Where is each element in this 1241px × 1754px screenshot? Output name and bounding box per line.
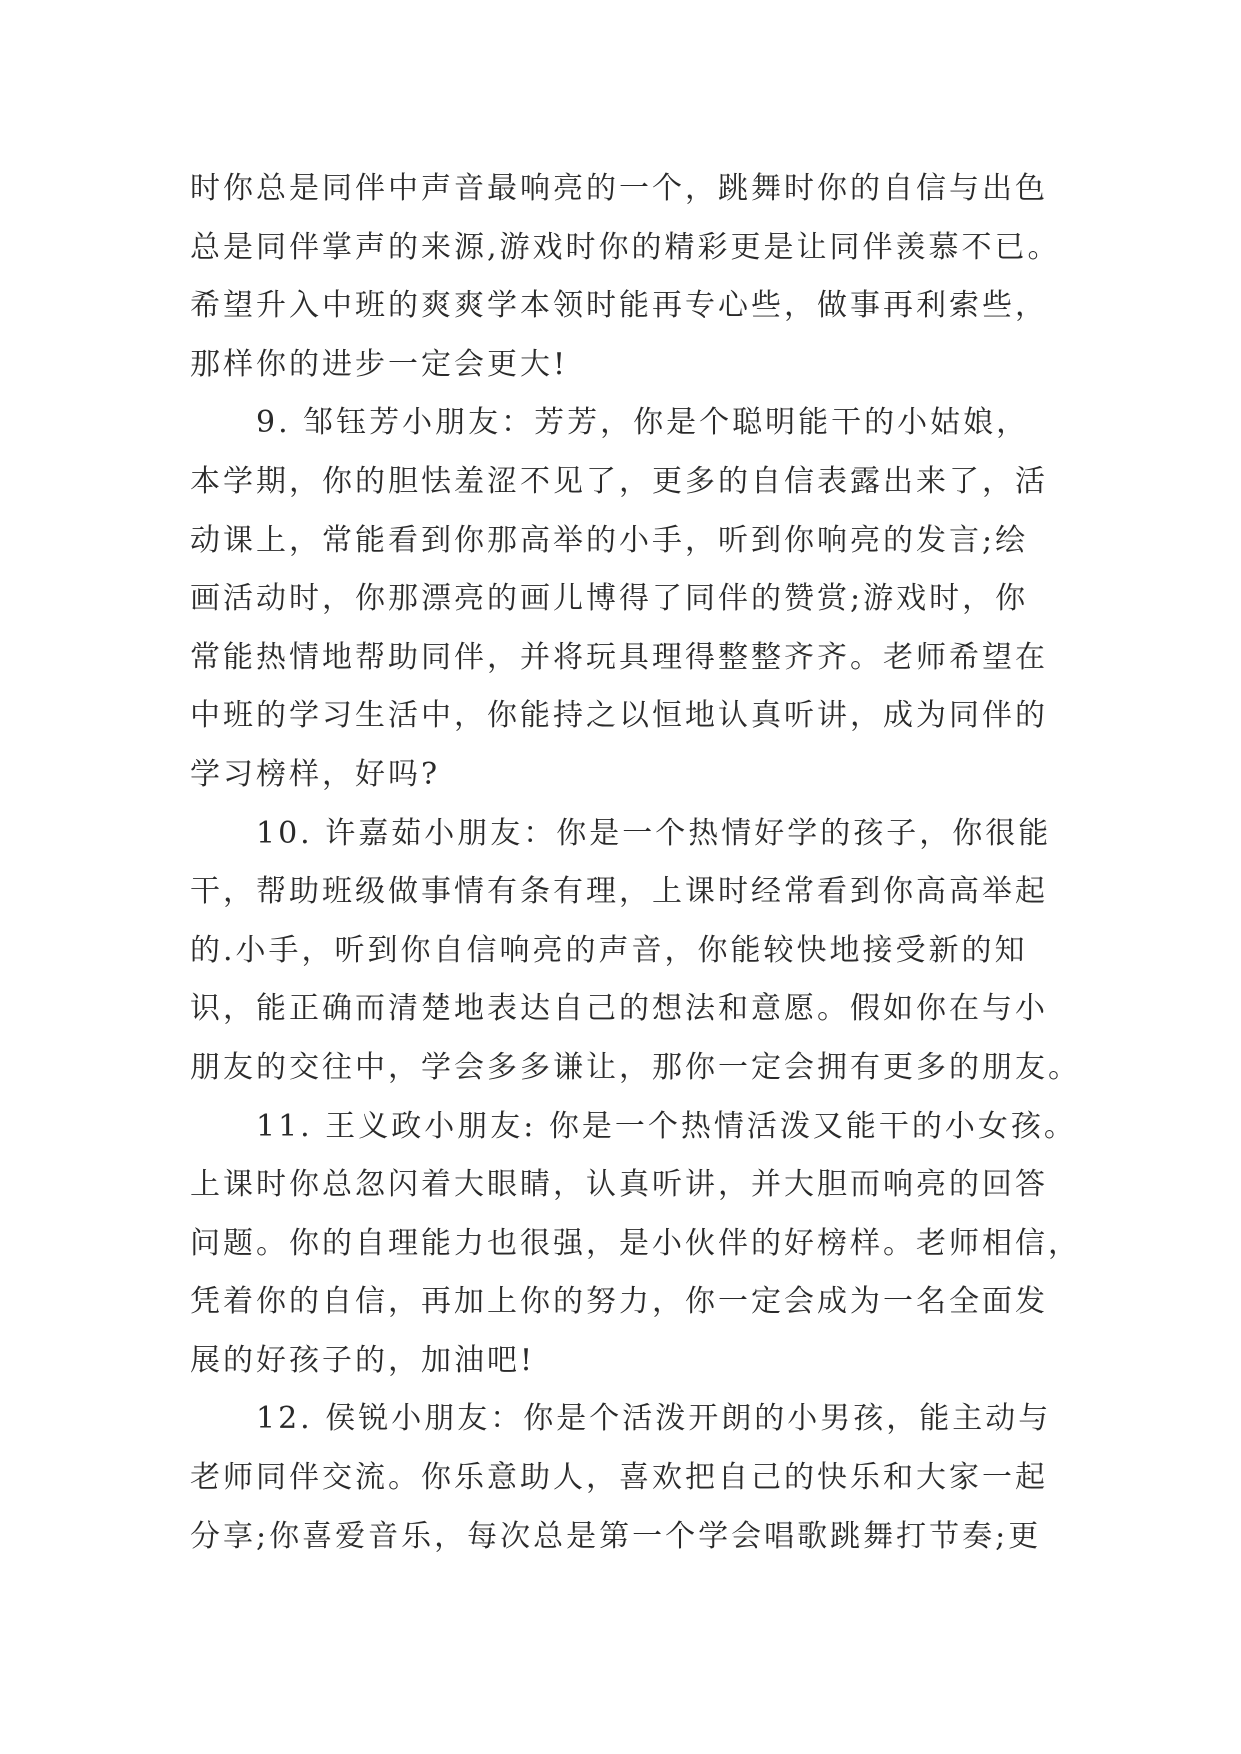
text-line: 展的好孩子的，加油吧! [190,1342,536,1378]
paragraph-9-start: 9. 邹钰芳小朋友：芳芳，你是个聪明能干的小姑娘， [190,405,1030,441]
text-line: 本学期，你的胆怯羞涩不见了，更多的自信表露出来了，活 [190,463,1048,499]
text-line: 总是同伴掌声的来源,游戏时你的精彩更是让同伴羡慕不已。 [190,229,1061,265]
text-line: 识，能正确而清楚地表达自己的想法和意愿。假如你在与小 [190,991,1048,1027]
text-line: 画活动时，你那漂亮的画儿博得了同伴的赞赏;游戏时，你 [190,581,1029,617]
text-line: 问题。你的自理能力也很强，是小伙伴的好榜样。老师相信， [190,1225,1081,1261]
text-line: 的.小手，听到你自信响亮的声音，你能较快地接受新的知 [190,932,1028,968]
paragraph-12-start: 12. 侯锐小朋友：你是个活泼开朗的小男孩，能主动与 [190,1401,1052,1437]
text-line: 上课时你总忽闪着大眼睛，认真听讲，并大胆而响亮的回答 [190,1167,1048,1203]
text-line: 常能热情地帮助同伴，并将玩具理得整整齐齐。老师希望在 [190,639,1048,675]
paragraph-11-start: 11. 王义政小朋友: 你是一个热情活泼又能干的小女孩。 [190,1108,1077,1144]
text-line: 那样你的进步一定会更大! [190,346,569,382]
text-line: 干，帮助班级做事情有条有理，上课时经常看到你高高举起 [190,874,1048,910]
text-line: 凭着你的自信，再加上你的努力，你一定会成为一名全面发 [190,1284,1048,1320]
text-line: 动课上，常能看到你那高举的小手，听到你响亮的发言;绘 [190,522,1029,558]
body-text [190,160,1090,1566]
text-line: 分享;你喜爱音乐，每次总是第一个学会唱歌跳舞打节奏;更 [190,1518,1042,1554]
text-line: 希望升入中班的爽爽学本领时能再专心些，做事再利索些， [190,288,1048,324]
text-line: 中班的学习生活中，你能持之以恒地认真听讲，成为同伴的 [190,698,1048,734]
text-line: 老师同伴交流。你乐意助人，喜欢把自己的快乐和大家一起 [190,1460,1048,1496]
text-line: 学习榜样，好吗? [190,756,441,792]
paragraph-10-start: 10. 许嘉茹小朋友：你是一个热情好学的孩子，你很能 [190,815,1052,851]
text-line: 时你总是同伴中声音最响亮的一个，跳舞时你的自信与出色 [190,171,1048,206]
text-line: 朋友的交往中，学会多多谦让，那你一定会拥有更多的朋友。 [190,1049,1081,1085]
